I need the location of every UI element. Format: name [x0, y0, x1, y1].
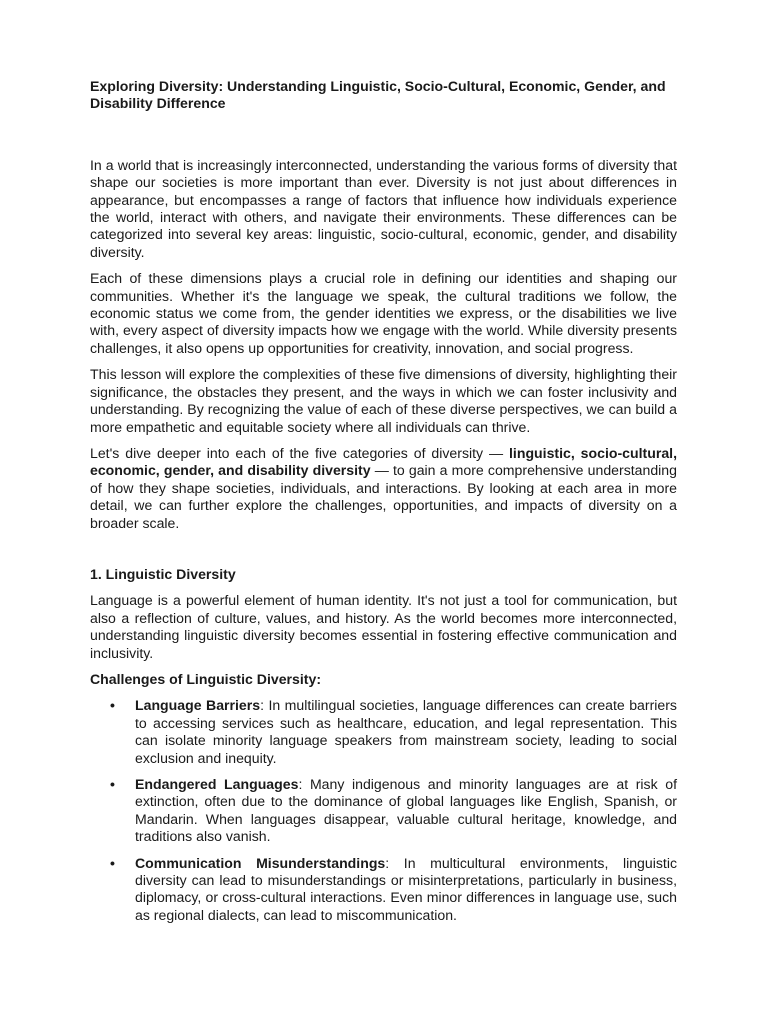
document-page [90, 78, 677, 933]
bullet-term: Endangered Languages [135, 776, 299, 792]
dive-paragraph-categories: linguistic, socio-cultural, economic, gender, and disability diversity [90, 444, 677, 479]
dive-paragraph-lead: Let's dive deeper into each of the five categories of diversity — [90, 444, 509, 461]
challenges-heading: Challenges of Linguistic Diversity: [90, 670, 322, 687]
list-item [90, 697, 677, 767]
list-item [90, 855, 677, 925]
dive-paragraph [90, 445, 677, 532]
bullet-icon: • [110, 776, 115, 792]
linguistic-diversity-paragraph: Language is a powerful element of human identity. It's not just a tool for communication, but also a reflection of culture, values, and history. As the world becomes more interconnected, understanding linguistic diversity becomes essential in fostering effective communication and inclusivity. [90, 592, 677, 661]
intro-paragraph-1: In a world that is increasingly interconnected, understanding the various forms of diversity that shape our societies is more important than ever. Diversity is not just about differences in appearance, but encompasses a range of factors that influence how individuals experience the world, interact with others, and navigate their environments. These differences can be categorized into several key areas: linguistic, socio-cultural, economic, gender, and disability diversity. [90, 156, 677, 260]
list-item [90, 776, 677, 846]
bullet-term: Language Barriers [135, 697, 261, 714]
dive-paragraph-tail: — to gain a more comprehensive understanding of how they shape societies, individuals, and interactions. By looking at each area in more detail, we can further explore the challenges, opportunities, and impacts of diversity on a broader scale. [90, 462, 677, 531]
bullet-term: Communication Misunderstandings [135, 854, 386, 871]
intro-paragraph-3: This lesson will explore the complexities of these five dimensions of diversity, highlighting their significance, the obstacles they present, and the ways in which we can foster inclusivity and understanding. By recognizing the value of each of these diverse perspectives, we can build a more empathetic and equitable society where all individuals can thrive. [90, 366, 677, 435]
section-heading-linguistic-diversity: 1. Linguistic Diversity [90, 565, 236, 582]
bullet-icon: • [110, 854, 115, 871]
bullet-text: : Many indigenous and minority languages are at risk of extinction, often due to the dominance of global languages like English, Spanish, or Mandarin. When languages disappear, valuable cultural heritage, knowledge, and traditions also vanish. [135, 776, 677, 845]
bullet-text: : In multicultural environments, linguistic diversity can lead to misunderstandings or misinterpretations, particularly in business, diplomacy, or cross-cultural interactions. Even minor differences in language use, such as regional dialects, can lead to miscommunication. [135, 854, 678, 923]
challenges-list [90, 697, 677, 924]
bullet-icon: • [110, 697, 115, 714]
document-title: Exploring Diversity: Understanding Linguistic, Socio-Cultural, Economic, Gender, and Disability Difference [90, 78, 666, 112]
bullet-text: : In multilingual societies, language differences can create barriers to accessing services such as healthcare, education, and legal representation. This can isolate minority language speakers from mainstream society, leading to social exclusion and inequity. [135, 697, 677, 766]
intro-paragraph-2: Each of these dimensions plays a crucial role in defining our identities and shaping our communities. Whether it's the language we speak, the cultural traditions we follow, the economic status we come from, the gender identities we express, or the disabilities we live with, every aspect of diversity impacts how we engage with the world. While diversity presents challenges, it also opens up opportunities for creativity, innovation, and social progress. [90, 270, 677, 356]
